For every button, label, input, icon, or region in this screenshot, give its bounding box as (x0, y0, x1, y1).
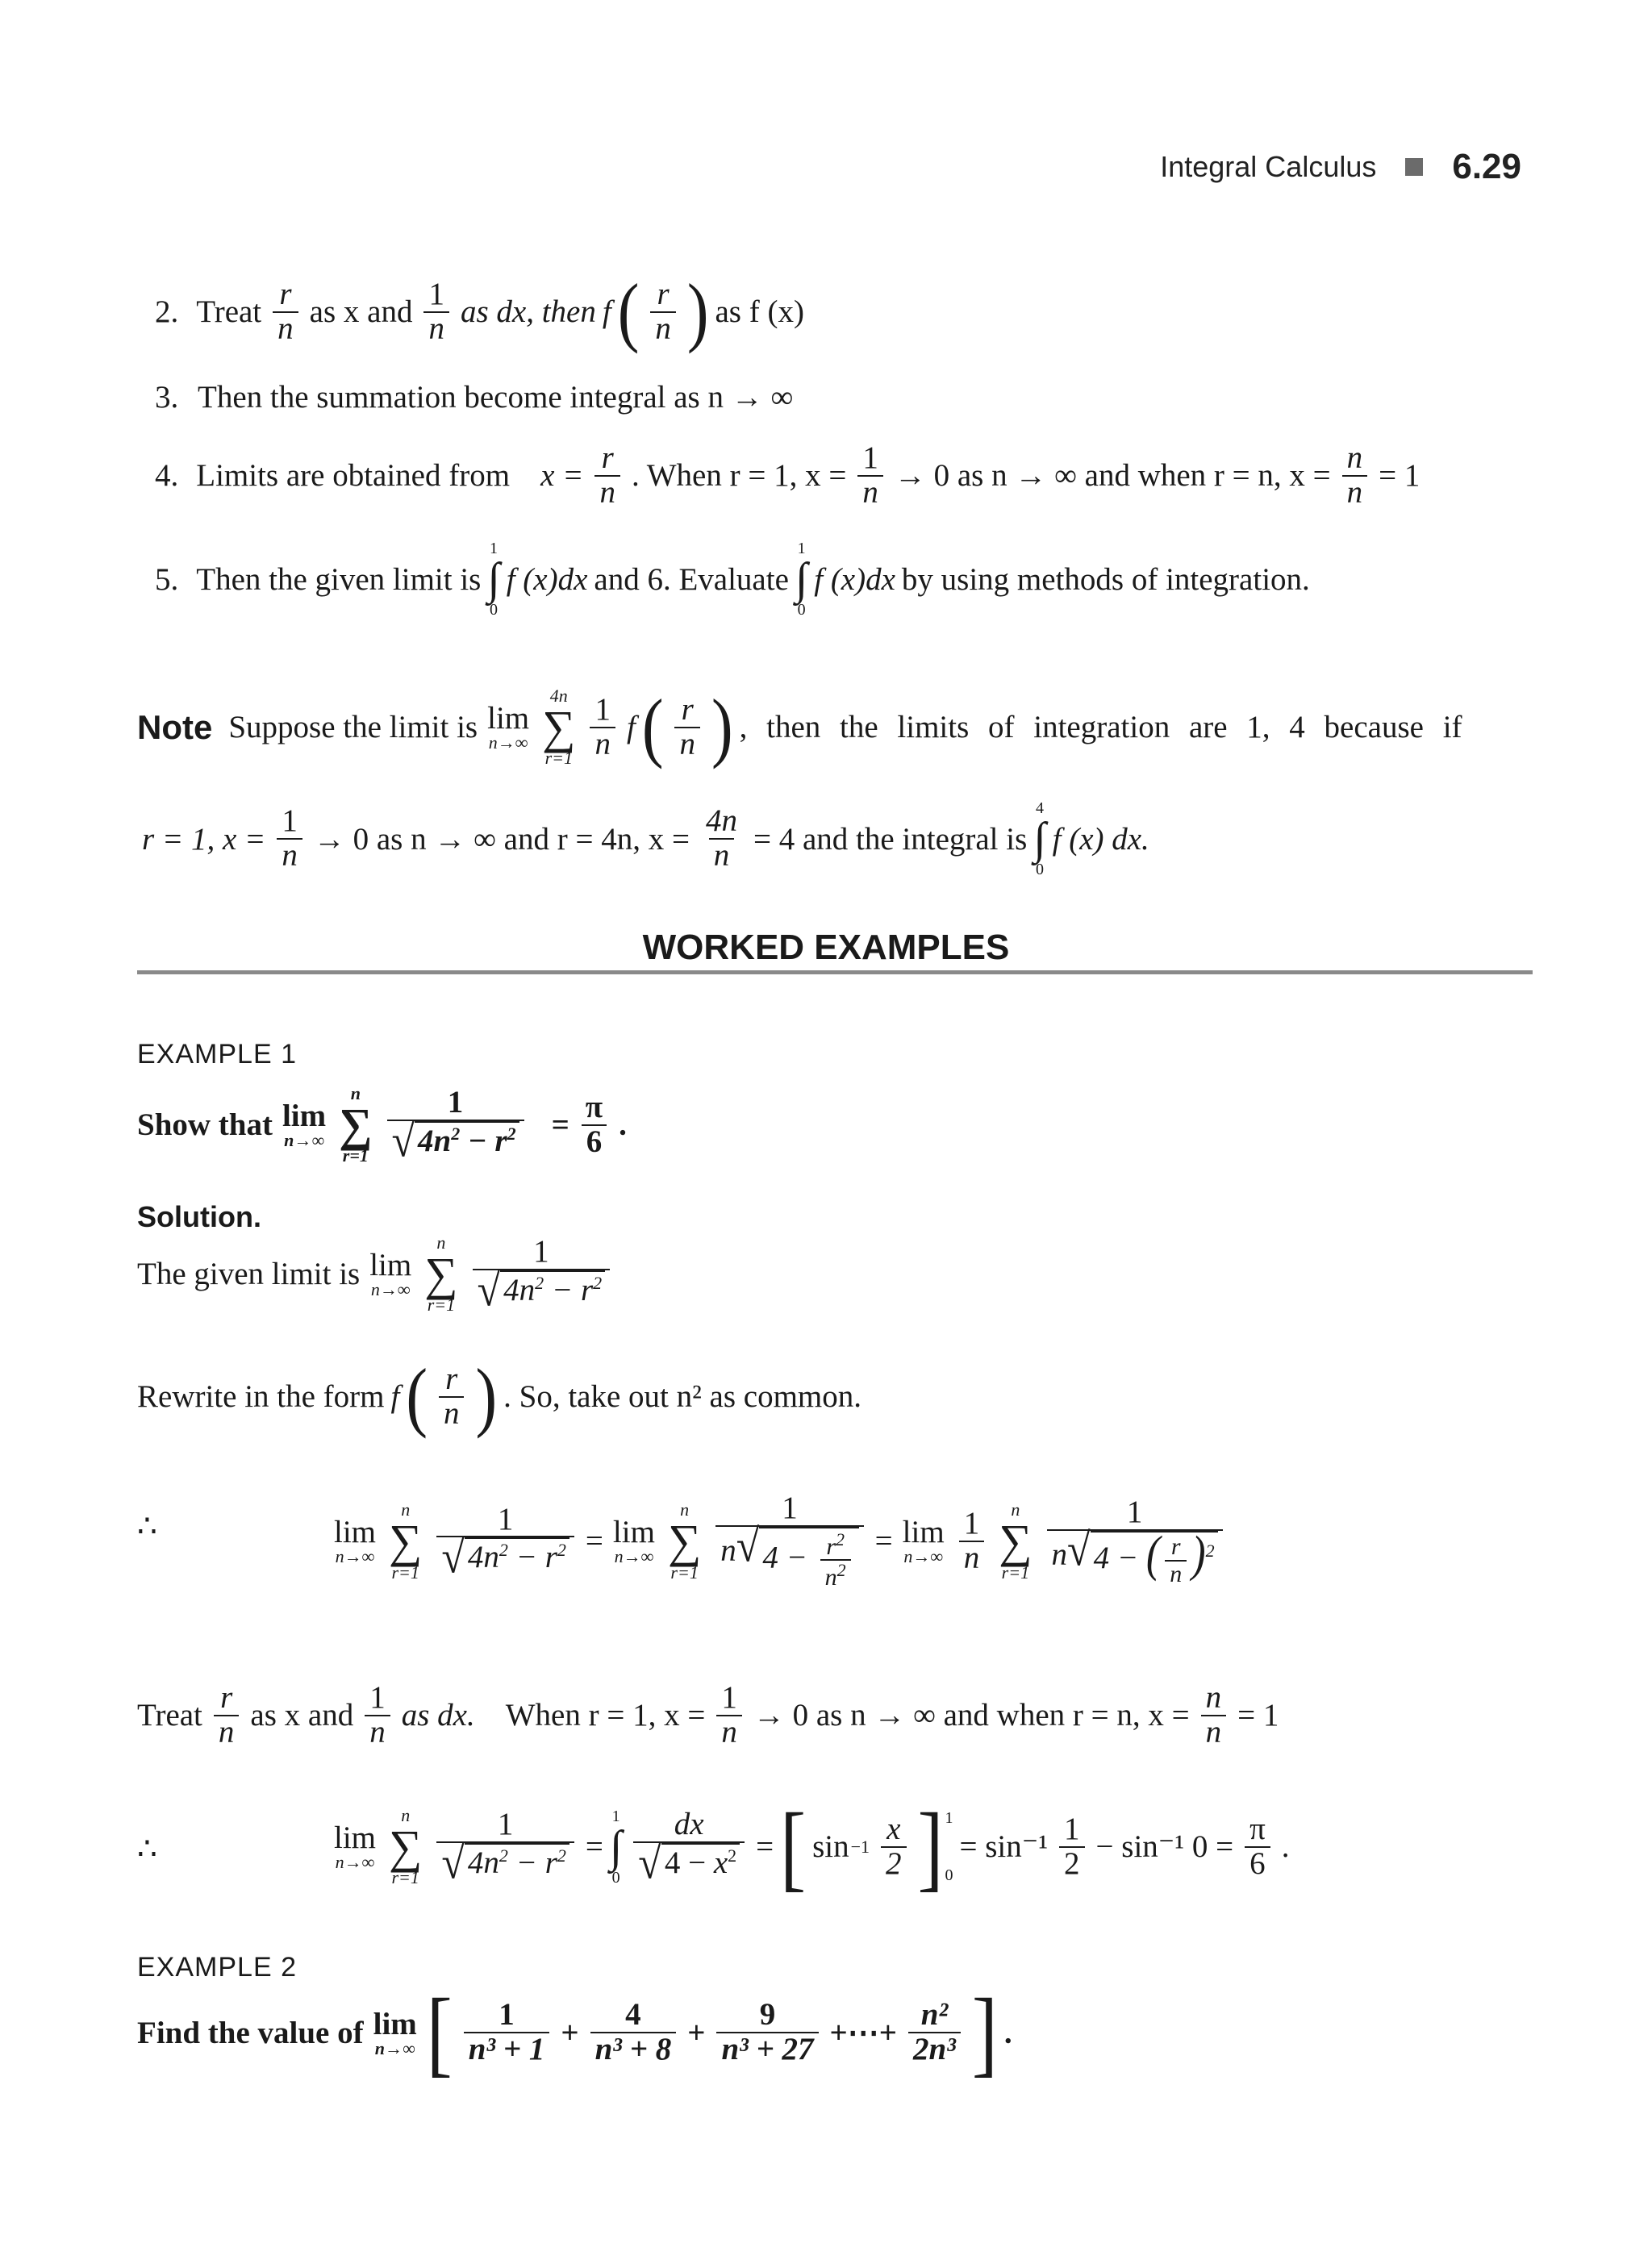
right-paren: ) (686, 269, 709, 355)
example-1-statement: Show that lim n→∞ n ∑ r=1 1 √ $4n^2 - r^2$ = $\frac{\pi}{6}$ . (137, 1083, 627, 1167)
fraction-dx-term: dx √ $4 - x^2$ (633, 1808, 745, 1885)
sum-sign-icon: n ∑ r=1 (999, 1499, 1032, 1583)
final-expression: = sin⁻¹ (959, 1829, 1049, 1865)
note-line-1 (137, 684, 1462, 770)
fraction-r-over-n: $\frac{r}{n}$ (674, 694, 700, 761)
series-term: $\frac{1}{\text{n³ + 1}}$ (464, 1999, 550, 2066)
step-text: = 1 (1379, 458, 1420, 494)
step-index: 3. (155, 380, 179, 415)
treat-line (137, 1682, 1279, 1749)
fraction-1-over-n: $\frac{1}{n}$ (277, 805, 302, 873)
header-square-icon (1405, 158, 1423, 176)
sqrt-icon: √ $4n^2 - r^2$ (441, 1537, 569, 1579)
function-f: f (602, 294, 611, 330)
note-text: , then the limits of integration are 1, 4 because if (739, 710, 1462, 745)
sum-sign-icon: 4n ∑ r=1 (542, 686, 576, 769)
sum-sign-icon: n ∑ r=1 (339, 1083, 373, 1166)
therefore-symbol: ∴ (137, 1509, 157, 1544)
sqrt-icon: √ $4n^2 - r^2$ (441, 1843, 569, 1885)
equation-evaluate: lim n→∞ n ∑ r=1 1 √ $4n^2 - r^2$ = 1 ∫ 0 dx √ $4 - x^2$ = [ sin −1 $\frac{x}{2}$ ] 1 0 = sin⁻¹ $\frac{1}{2}$ − sin⁻¹ 0 = $\frac{\pi}{6}$ . (334, 1792, 1290, 1900)
worked-examples-heading: WORKED EXAMPLES (642, 928, 1010, 967)
note-label: Note (137, 707, 213, 746)
step-text: as f (x) (715, 294, 804, 330)
sum-sign-icon: n ∑ r=1 (389, 1499, 423, 1583)
step-text: by using methods of integration. (901, 561, 1310, 597)
solution-text: Rewrite in the form (137, 1379, 385, 1415)
step-index: 5. (155, 561, 179, 597)
example-1-label: EXAMPLE 1 (137, 1039, 297, 1070)
fraction-1-over-n: $\frac{1}{n}$ (857, 442, 883, 510)
step-text: → 0 as n → ∞ and when r = n, x = (894, 458, 1331, 494)
fraction-r-over-n: $\frac{r}{n}$ (594, 442, 620, 510)
left-paren: ( (641, 684, 664, 770)
fraction-sum-term: 1 √ $4n^2 - r^2$ (473, 1236, 611, 1312)
running-title: Integral Calculus (1160, 150, 1377, 183)
note-text: = 4 and the integral is (753, 821, 1028, 857)
solution-text: → 0 as n → ∞ and when r = n, x = (753, 1698, 1190, 1733)
solution-text: = 1 (1237, 1698, 1279, 1733)
fraction-sum-term: 1 √ $4n^2 - r^2$ (436, 1503, 574, 1580)
sqrt-icon: √ 4 − ( $\frac{r}{n}$ )$^2$ (1067, 1531, 1218, 1587)
rewrite-line (137, 1354, 862, 1440)
note-text: → 0 as n → ∞ and r = 4n, x = (313, 821, 690, 857)
fraction-1-over-n: $\frac{1}{n}$ (365, 1682, 390, 1749)
integrand: f (x) dx. (1052, 821, 1149, 857)
fraction-1-over-n: $\frac{1}{n}$ (716, 1682, 742, 1749)
step-text: Limits are obtained from (196, 458, 511, 494)
example-2-statement: Find the value of lim n→∞ [ $\frac{1}{\text{n³ + 1}}$ + $\frac{4}{\text{n³ + 8}}$ + $\frac{9}{\text{n³ + 27}}$ +⋯+ $\frac{\text{n²}}{\text{2n³}}$ ] . (137, 1978, 1012, 2087)
given-limit-line (137, 1234, 615, 1314)
integral-sign-icon: 1 ∫ 0 (795, 540, 808, 619)
note-line-2 (142, 800, 1149, 878)
limit-operator: lim n→∞ (282, 1099, 327, 1151)
left-bracket: [ (426, 1978, 453, 2087)
fraction-n-over-n: $\frac{n}{n}$ (1201, 1682, 1227, 1749)
sqrt-icon: √ $4n^2 - r^2$ (478, 1270, 606, 1312)
sqrt-icon: √ 4 − $\frac{r^2}{n^2}$ (736, 1527, 859, 1591)
fraction-sum-term: 1 n √ 4 − ( $\frac{r}{n}$ )$^2$ (1047, 1496, 1223, 1587)
sqrt-icon: √ $4n^2 - r^2$ (392, 1121, 519, 1163)
step-5 (155, 540, 1310, 618)
ellipsis: +⋯+ (829, 2015, 897, 2050)
sum-sign-icon: n ∑ r=1 (667, 1499, 702, 1583)
sum-sign-icon: n ∑ r=1 (389, 1805, 423, 1888)
step-index: 2. (155, 294, 179, 330)
statement-text: Find the value of (137, 2015, 364, 2050)
page-number: 6.29 (1452, 147, 1521, 186)
step-text: Then the given limit is (196, 561, 482, 597)
step-text: . When r = 1, x = (631, 458, 847, 494)
solution-label: Solution. (137, 1200, 261, 1233)
step-text: as x and (309, 294, 413, 330)
solution-text: as dx. (401, 1698, 475, 1733)
limit-operator: lim n→∞ (373, 2006, 417, 2058)
sin-inverse: sin (812, 1829, 849, 1865)
note-text: Suppose the limit is (228, 710, 478, 745)
series-term: $\frac{4}{\text{n³ + 8}}$ (590, 1999, 677, 2066)
limit-operator: lim n→∞ (334, 1515, 377, 1567)
integrand: f (x)dx (814, 561, 895, 597)
step-index: 4. (155, 458, 179, 494)
fraction-1-over-n: $\frac{1}{n}$ (423, 278, 449, 346)
step-3 (155, 379, 793, 415)
series-term: $\frac{\text{n²}}{\text{2n³}}$ (908, 1999, 961, 2066)
example-2-label: EXAMPLE 2 (137, 1952, 297, 1983)
equation-rewrite: lim n→∞ n ∑ r=1 1 √ $4n^2 - r^2$ = lim n→∞ n ∑ r=1 1 n √ 4 − $\frac{r^2}{n^2}$ = lim n→∞ $\frac{1}{n}$ n ∑ r=1 1 n √ 4 − ( $\frac{r}{n}$ )$^2$ (331, 1492, 1228, 1591)
fraction-r-over-n: $\frac{r}{n}$ (650, 278, 676, 346)
fraction-r-over-n: $\frac{r}{n}$ (214, 1682, 240, 1749)
left-bracket: [ (780, 1792, 807, 1900)
step-text: Then the summation become integral as n → ∞ (198, 380, 794, 415)
step-4 (155, 442, 1420, 510)
sum-sign-icon: n ∑ r=1 (424, 1232, 458, 1316)
step-2 (155, 269, 804, 355)
step-text: Treat (196, 294, 262, 330)
fraction-pi-over-6: $\frac{\pi}{6}$ (1245, 1813, 1270, 1881)
solution-text: The given limit is (137, 1257, 361, 1292)
fraction-r-over-n: $\frac{r}{n}$ (273, 278, 298, 346)
final-expression: − sin⁻¹ 0 = (1095, 1829, 1234, 1865)
right-paren: ) (711, 684, 733, 770)
statement-text: Show that (137, 1107, 273, 1143)
series-term: $\frac{9}{\text{n³ + 27}}$ (716, 1999, 818, 2066)
limit-operator: lim n→∞ (902, 1515, 945, 1567)
fraction-r-over-n: $\frac{r}{n}$ (439, 1363, 465, 1431)
section-divider (137, 970, 1533, 974)
right-paren: ) (475, 1354, 498, 1440)
function-f: f (626, 710, 636, 745)
fraction-sum-term: 1 √ $4n^2 - r^2$ (387, 1086, 524, 1163)
left-paren: ( (617, 269, 640, 355)
fraction-1-over-2: $\frac{1}{2}$ (1059, 1813, 1085, 1881)
solution-text: . So, take out n² as common. (503, 1379, 862, 1415)
function-f: f (390, 1379, 400, 1415)
integral-sign-icon: 1 ∫ 0 (487, 540, 500, 619)
solution-text: as x and (250, 1698, 354, 1733)
fraction-x-over-2: $\frac{x}{2}$ (881, 1813, 907, 1881)
limit-operator: lim n→∞ (487, 701, 530, 753)
sqrt-icon: √ $4 - x^2$ (638, 1843, 740, 1885)
solution-text: Treat (137, 1698, 202, 1733)
right-bracket: ] (971, 1978, 998, 2087)
integral-sign-icon: 4 ∫ 0 (1033, 799, 1046, 878)
limit-operator: lim n→∞ (369, 1248, 412, 1300)
step-text: x = (540, 458, 584, 494)
fraction-pi-over-6: $\frac{\pi}{6}$ (581, 1091, 607, 1159)
limit-operator: lim n→∞ (612, 1515, 655, 1567)
fraction-n-over-n: $\frac{n}{n}$ (1342, 442, 1368, 510)
limit-operator: lim n→∞ (334, 1820, 377, 1873)
fraction-4n-over-n: $\frac{4n}{n}$ (705, 803, 737, 873)
therefore-symbol: ∴ (137, 1832, 157, 1866)
solution-text: When r = 1, x = (505, 1698, 706, 1733)
fraction-1-over-n: $\frac{1}{n}$ (590, 694, 615, 761)
step-text: as dx, then (460, 294, 596, 330)
fraction-1-over-n: $\frac{1}{n}$ (959, 1507, 985, 1575)
running-header (1160, 147, 1521, 187)
left-paren: ( (406, 1354, 428, 1440)
integral-sign-icon: 1 ∫ 0 (609, 1807, 623, 1887)
step-text: and 6. Evaluate (594, 561, 789, 597)
fraction-sum-term: 1 √ $4n^2 - r^2$ (436, 1808, 574, 1885)
integrand: f (x)dx (506, 561, 588, 597)
fraction-sum-term: 1 n √ 4 − $\frac{r^2}{n^2}$ (715, 1492, 863, 1591)
right-bracket: ] (917, 1792, 944, 1900)
bracket-limits: 1 0 (945, 1808, 953, 1884)
note-text: r = 1, x = (142, 821, 266, 857)
